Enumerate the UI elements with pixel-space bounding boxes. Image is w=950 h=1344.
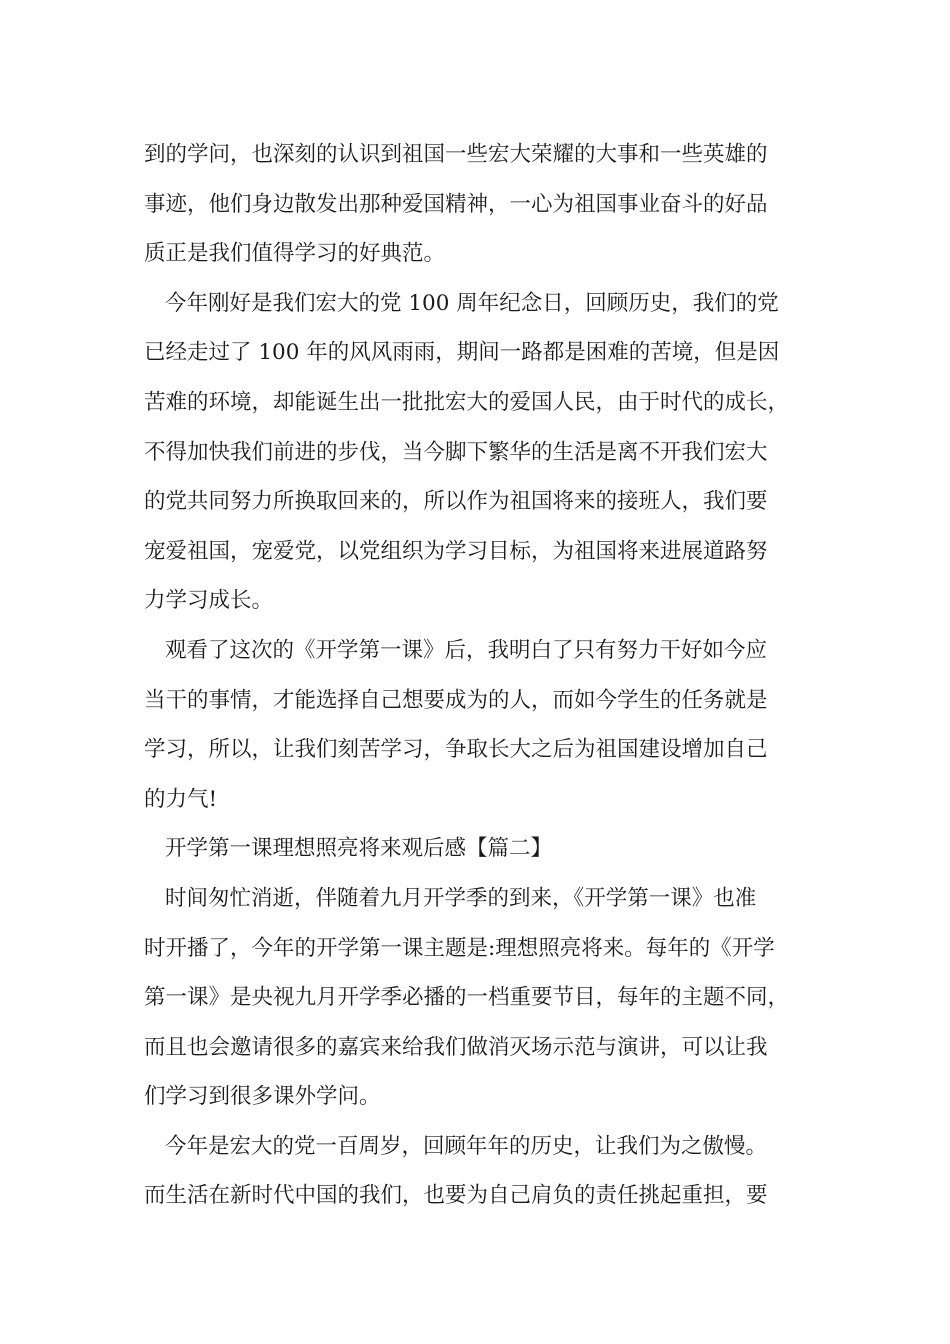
text-line: 第一课》是央视九月开学季必播的一档重要节目，每年的主题不同， [144, 985, 790, 1011]
text-line: 而生活在新时代中国的我们，也要为自己肩负的责任挑起重担，要 [144, 1183, 768, 1209]
text-line: 已经走过了 100 年的风风雨雨，期间一路都是困难的苦境，但是因 [144, 340, 780, 366]
text-line: 观看了这次的《开学第一课》后，我明白了只有努力干好如今应 [165, 637, 768, 663]
text-line: 时间匆忙消逝，伴随着九月开学季的到来，《开学第一课》也准 [165, 885, 757, 911]
text-line: 而且也会邀请很多的嘉宾来给我们做消灭场示范与演讲，可以让我 [144, 1034, 768, 1060]
text-line: 时开播了，今年的开学第一课主题是:理想照亮将来。每年的《开学 [144, 935, 775, 961]
text-line: 质正是我们值得学习的好典范。 [144, 241, 446, 267]
text-line: 事迹，他们身边散发出那种爱国精神，一心为祖国事业奋斗的好品 [144, 191, 768, 217]
text-line: 学习，所以，让我们刻苦学习，争取长大之后为祖国建设增加自己 [144, 737, 768, 763]
section-heading: 开学第一课理想照亮将来观后感【篇二】 [165, 836, 553, 862]
text-line: 不得加快我们前进的步伐，当今脚下繁华的生活是离不开我们宏大 [144, 439, 768, 465]
text-line: 的党共同努力所换取回来的，所以作为祖国将来的接班人，我们要 [144, 489, 768, 515]
text-line: 苦难的环境，却能诞生出一批批宏大的爱国人民，由于时代的成长， [144, 389, 790, 415]
text-line: 到的学问，也深刻的认识到祖国一些宏大荣耀的大事和一些英雄的 [144, 142, 768, 167]
text-line: 们学习到很多课外学问。 [144, 1084, 381, 1110]
document-body [144, 130, 824, 1221]
text-line: 的力气! [144, 786, 218, 812]
text-line: 今年是宏大的党一百周岁，回顾年年的历史，让我们为之傲慢。 [165, 1133, 768, 1159]
text-line: 宠爱祖国，宠爱党，以党组织为学习目标，为祖国将来进展道路努 [144, 538, 768, 564]
text-line: 当干的事情，才能选择自己想要成为的人，而如今学生的任务就是 [144, 687, 768, 713]
text-line: 力学习成长。 [144, 588, 274, 614]
text-line: 今年刚好是我们宏大的党 100 周年纪念日，回顾历史，我们的党 [165, 290, 779, 316]
